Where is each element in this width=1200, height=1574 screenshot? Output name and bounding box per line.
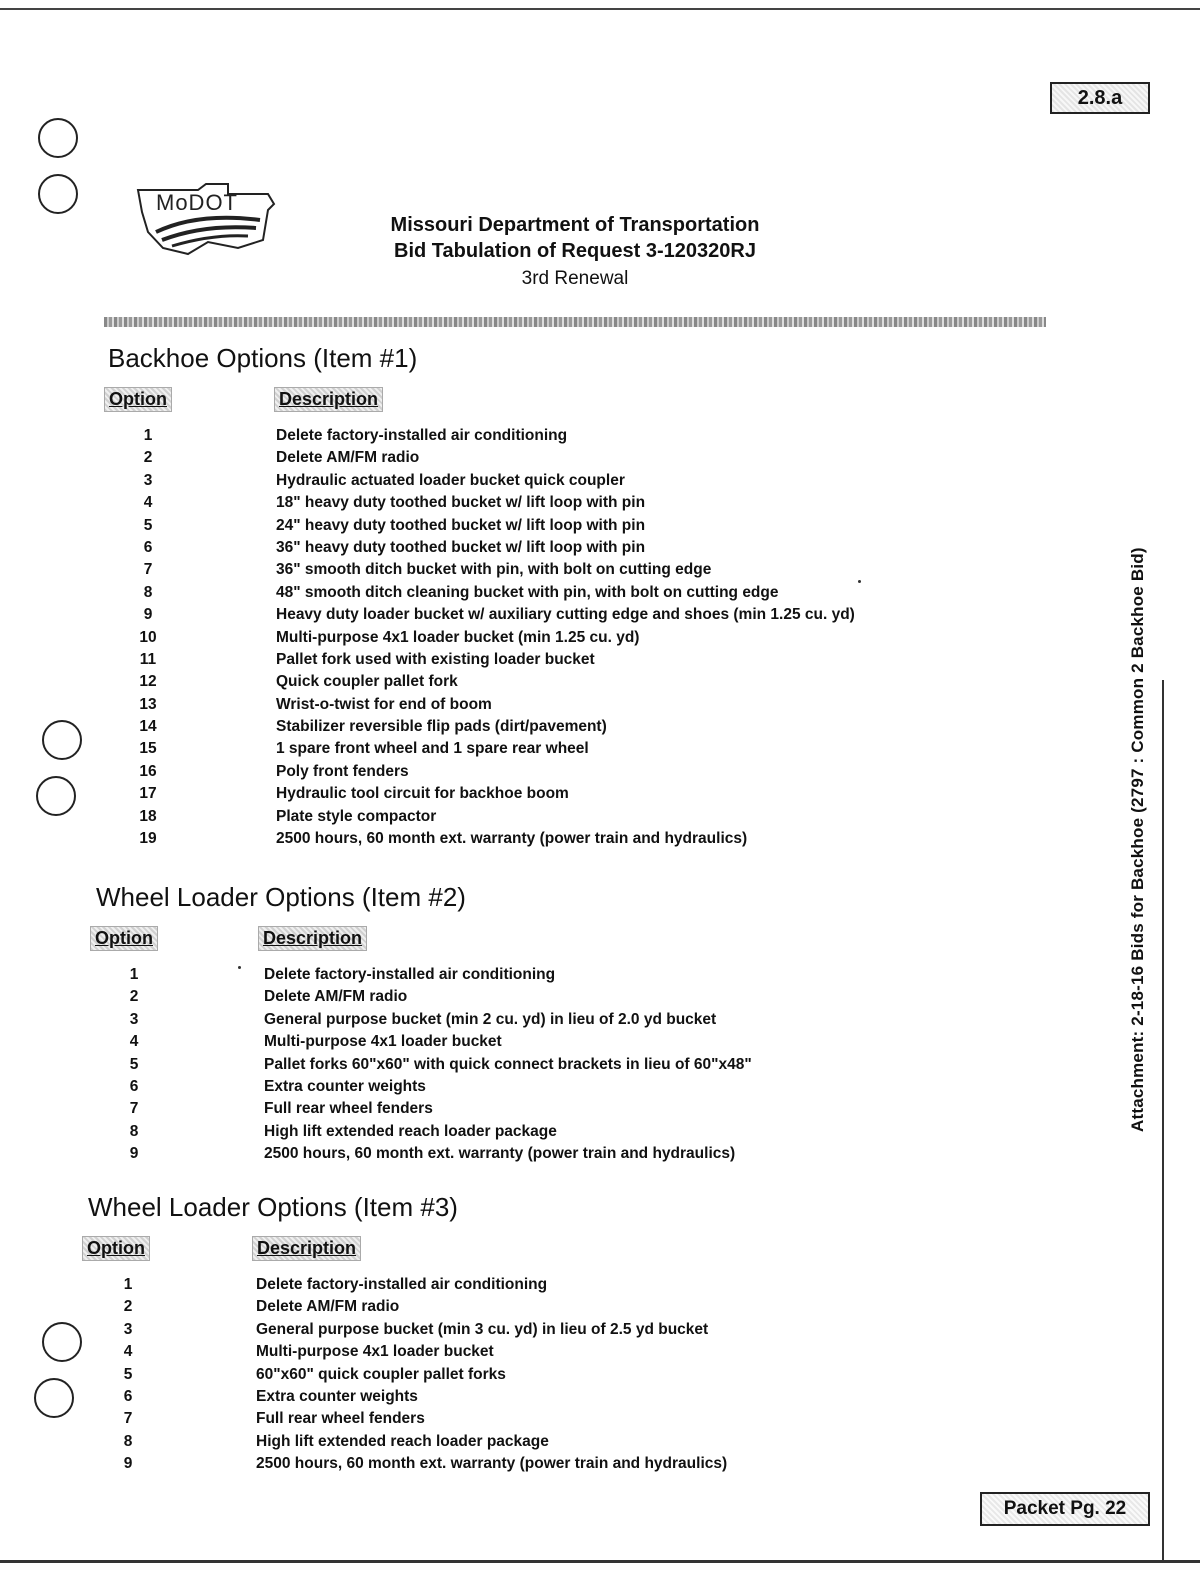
option-description: Delete AM/FM radio bbox=[256, 1298, 400, 1316]
option-number: 6 bbox=[129, 1077, 139, 1095]
option-row bbox=[96, 1098, 466, 1120]
option-row bbox=[108, 515, 646, 537]
option-row bbox=[108, 627, 640, 649]
option-row bbox=[88, 1296, 458, 1318]
option-description: Hydraulic actuated loader bucket quick coupler bbox=[276, 471, 625, 489]
punch-hole bbox=[42, 720, 82, 760]
option-description: Extra counter weights bbox=[264, 1077, 426, 1095]
option-description: Multi-purpose 4x1 loader bucket bbox=[264, 1033, 502, 1051]
option-number: 5 bbox=[143, 516, 153, 534]
option-number: 2 bbox=[129, 988, 139, 1006]
punch-hole bbox=[38, 174, 78, 214]
option-number: 9 bbox=[143, 606, 153, 624]
top-rule bbox=[0, 8, 1200, 10]
option-row bbox=[88, 1431, 549, 1453]
options-list bbox=[88, 1274, 728, 1476]
option-description: General purpose bucket (min 2 cu. yd) in lieu of 2.0 yd bucket bbox=[264, 1010, 717, 1028]
right-margin-rule bbox=[1162, 680, 1164, 1560]
options-section-backhoe bbox=[108, 343, 855, 850]
option-row bbox=[108, 425, 568, 447]
option-row bbox=[108, 582, 779, 604]
option-row bbox=[96, 1076, 466, 1098]
column-headers bbox=[108, 387, 417, 415]
option-description: Multi-purpose 4x1 loader bucket (min 1.25 cu. yd) bbox=[276, 628, 640, 646]
option-row bbox=[108, 806, 437, 828]
option-row bbox=[96, 1054, 752, 1076]
option-number: 3 bbox=[123, 1320, 133, 1338]
option-row bbox=[108, 537, 646, 559]
header-line-2: Bid Tabulation of Request 3-120320RJ bbox=[394, 240, 756, 262]
option-number: 3 bbox=[129, 1010, 139, 1028]
option-description: Delete factory-installed air conditioning bbox=[264, 966, 556, 983]
scan-speck bbox=[238, 966, 241, 969]
option-number: 11 bbox=[139, 650, 157, 668]
option-number: 5 bbox=[129, 1055, 139, 1073]
option-number: 5 bbox=[123, 1365, 133, 1383]
punch-hole bbox=[34, 1378, 74, 1418]
option-row bbox=[88, 1408, 458, 1430]
option-row bbox=[88, 1364, 506, 1386]
option-description: Heavy duty loader bucket w/ auxiliary cutting edge and shoes (min 1.25 cu. yd) bbox=[276, 606, 855, 624]
option-row bbox=[108, 470, 625, 492]
option-description: 36" heavy duty toothed bucket w/ lift loop with pin bbox=[276, 538, 646, 556]
option-row bbox=[96, 1031, 502, 1053]
option-description: Delete AM/FM radio bbox=[276, 449, 420, 467]
option-description: Delete factory-installed air conditioning bbox=[256, 1276, 548, 1293]
option-number: 4 bbox=[143, 494, 153, 512]
description-column-header: Description bbox=[274, 387, 383, 412]
section-title: Wheel Loader Options (Item #3) bbox=[88, 1192, 458, 1222]
punch-hole bbox=[42, 1322, 82, 1362]
section-title: Wheel Loader Options (Item #2) bbox=[96, 882, 466, 912]
options-section-wheel-loader-3 bbox=[87, 1192, 728, 1476]
description-column-header: Description bbox=[252, 1236, 361, 1261]
option-description: Delete factory-installed air conditioning bbox=[276, 427, 568, 444]
option-description: Wrist-o-twist for end of boom bbox=[276, 695, 492, 713]
option-number: 8 bbox=[129, 1122, 139, 1140]
option-row bbox=[96, 1121, 557, 1143]
option-number: 7 bbox=[123, 1410, 133, 1428]
option-row bbox=[108, 694, 492, 716]
option-number: 7 bbox=[143, 561, 153, 579]
header-divider bbox=[104, 317, 1046, 327]
option-description: Delete AM/FM radio bbox=[264, 988, 408, 1006]
option-description: Poly front fenders bbox=[276, 762, 409, 780]
bottom-rule bbox=[0, 1560, 1200, 1563]
option-number: 19 bbox=[139, 830, 157, 848]
option-row bbox=[108, 671, 458, 693]
document-header bbox=[330, 212, 820, 294]
option-number: 7 bbox=[129, 1100, 139, 1118]
option-row bbox=[96, 1143, 736, 1165]
option-number: 6 bbox=[123, 1387, 133, 1405]
option-description: 2500 hours, 60 month ext. warranty (power train and hydraulics) bbox=[256, 1455, 728, 1473]
option-row bbox=[108, 649, 595, 671]
attachment-stamp: 2.8.a bbox=[1050, 82, 1150, 114]
option-number: 2 bbox=[143, 449, 153, 467]
option-number: 4 bbox=[123, 1343, 133, 1361]
option-description: Full rear wheel fenders bbox=[256, 1410, 425, 1428]
option-row bbox=[108, 447, 420, 469]
logo-text: MoDOT bbox=[156, 190, 238, 215]
option-row bbox=[88, 1386, 458, 1408]
option-description: High lift extended reach loader package bbox=[256, 1432, 549, 1450]
option-description: Pallet forks 60"x60" with quick connect brackets in lieu of 60"x48" bbox=[264, 1055, 752, 1073]
option-description: Plate style compactor bbox=[276, 807, 437, 825]
option-description: Stabilizer reversible flip pads (dirt/pavement) bbox=[276, 718, 607, 736]
option-number: 2 bbox=[123, 1298, 133, 1316]
punch-hole bbox=[36, 776, 76, 816]
header-line-3: 3rd Renewal bbox=[521, 268, 629, 289]
option-row bbox=[108, 604, 855, 626]
option-description: 24" heavy duty toothed bucket w/ lift loop with pin bbox=[276, 516, 646, 534]
option-number: 16 bbox=[139, 762, 157, 780]
option-description: 18" heavy duty toothed bucket w/ lift loop with pin bbox=[276, 494, 646, 512]
column-headers bbox=[96, 926, 466, 954]
option-row bbox=[108, 828, 748, 850]
option-row bbox=[88, 1274, 548, 1296]
options-list bbox=[108, 425, 855, 850]
option-description: 1 spare front wheel and 1 spare rear wheel bbox=[276, 740, 589, 758]
option-number: 1 bbox=[129, 966, 139, 983]
option-description: 2500 hours, 60 month ext. warranty (power train and hydraulics) bbox=[276, 830, 748, 848]
option-row bbox=[108, 492, 646, 514]
option-description: 36" smooth ditch bucket with pin, with bolt on cutting edge bbox=[276, 561, 712, 579]
description-column-header: Description bbox=[258, 926, 367, 951]
option-number: 13 bbox=[139, 695, 157, 713]
packet-page-number: Packet Pg. 22 bbox=[980, 1492, 1150, 1526]
column-headers bbox=[88, 1236, 458, 1264]
options-section-wheel-loader-2 bbox=[95, 882, 752, 1166]
option-description: High lift extended reach loader package bbox=[264, 1122, 557, 1140]
option-description: General purpose bucket (min 3 cu. yd) in lieu of 2.5 yd bucket bbox=[256, 1320, 709, 1338]
option-column-header: Option bbox=[104, 387, 172, 412]
option-row bbox=[108, 738, 589, 760]
option-description: 60"x60" quick coupler pallet forks bbox=[256, 1365, 506, 1383]
option-description: Full rear wheel fenders bbox=[264, 1100, 433, 1118]
attachment-side-label: Attachment: 2-18-16 Bids for Backhoe (2797 : Common 2 Backhoe Bid) bbox=[1128, 547, 1147, 1132]
option-column-header: Option bbox=[82, 1236, 150, 1261]
header-line-1: Missouri Department of Transportation bbox=[390, 214, 760, 236]
option-number: 15 bbox=[139, 740, 157, 758]
option-number: 4 bbox=[129, 1033, 139, 1051]
option-row bbox=[96, 964, 556, 986]
option-number: 3 bbox=[143, 471, 153, 489]
option-row bbox=[108, 783, 569, 805]
option-row bbox=[108, 559, 712, 581]
option-description: Multi-purpose 4x1 loader bucket bbox=[256, 1343, 494, 1361]
options-list bbox=[96, 964, 752, 1166]
option-number: 9 bbox=[129, 1145, 139, 1163]
option-description: 2500 hours, 60 month ext. warranty (power train and hydraulics) bbox=[264, 1145, 736, 1163]
section-title: Backhoe Options (Item #1) bbox=[108, 343, 418, 373]
option-number: 10 bbox=[139, 628, 157, 646]
option-number: 8 bbox=[143, 583, 153, 601]
option-number: 8 bbox=[123, 1432, 133, 1450]
option-description: Extra counter weights bbox=[256, 1387, 418, 1405]
option-row bbox=[96, 986, 466, 1008]
option-description: Hydraulic tool circuit for backhoe boom bbox=[276, 785, 569, 803]
option-number: 17 bbox=[139, 785, 157, 803]
option-description: 48" smooth ditch cleaning bucket with pin, with bolt on cutting edge bbox=[276, 583, 779, 601]
option-number: 12 bbox=[139, 673, 157, 691]
option-description: Quick coupler pallet fork bbox=[276, 673, 458, 691]
option-number: 1 bbox=[143, 427, 153, 444]
scan-speck bbox=[858, 580, 861, 583]
option-number: 14 bbox=[139, 718, 157, 736]
option-column-header: Option bbox=[90, 926, 158, 951]
option-row bbox=[88, 1453, 728, 1475]
option-row bbox=[108, 761, 417, 783]
punch-hole bbox=[38, 118, 78, 158]
option-number: 9 bbox=[123, 1455, 133, 1473]
option-row bbox=[88, 1319, 709, 1341]
option-row bbox=[108, 716, 607, 738]
option-row bbox=[96, 1009, 717, 1031]
option-number: 1 bbox=[123, 1276, 133, 1293]
option-description: Pallet fork used with existing loader bucket bbox=[276, 650, 595, 668]
option-row bbox=[88, 1341, 494, 1363]
option-number: 6 bbox=[143, 538, 153, 556]
option-number: 18 bbox=[139, 807, 157, 825]
